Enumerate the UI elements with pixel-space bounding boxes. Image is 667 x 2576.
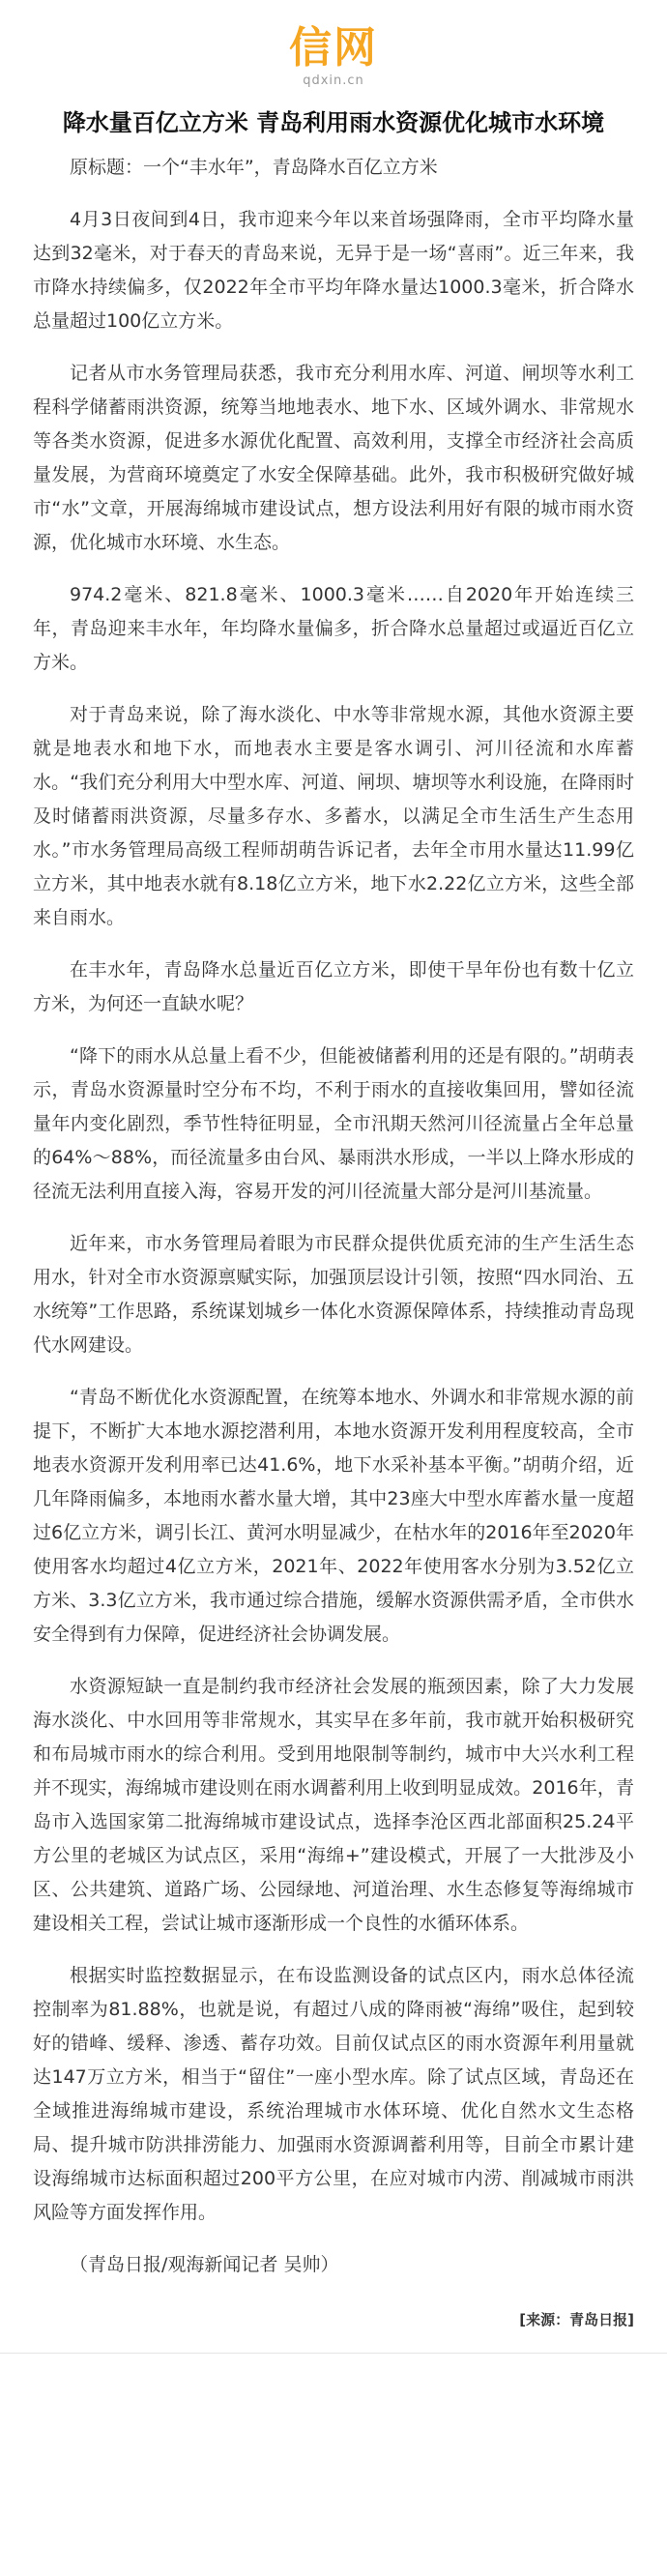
article-body xyxy=(0,139,667,2282)
paragraph: 974.2毫米、821.8毫米、1000.3毫米……自2020年开始连续三年，青岛迎来丰水年，年均降水量偏多，折合降水总量超过或逼近百亿立方米。 xyxy=(33,584,634,673)
paragraph: “降下的雨水从总量上看不少，但能被储蓄利用的还是有限的。”胡萌表示，青岛水资源量时空分布不均，不利于雨水的直接收集回用，譬如径流量年内变化剧烈，季节性特征明显，全市汛期天然河川径流量占全年总量的64%～88%，而径流量多由台风、暴雨洪水形成，一半以上降水形成的径流无法利用直接入海，容易开发的河川径流量大部分是河川基流量。 xyxy=(33,1045,634,1202)
paragraph: 根据实时监控数据显示，在布设监测设备的试点区内，雨水总体径流控制率为81.88%，也就是说，有超过八成的降雨被“海绵”吸住，起到较好的错峰、缓释、渗透、蓄存功效。目前仅试点区的雨水资源年利用量就达147万立方米，相当于“留住”一座小型水库。除了试点区域，青岛还在全域推进海绵城市建设，系统治理城市水体环境、优化自然水文生态格局、提升城市防洪排涝能力、加强雨水资源调蓄利用等，目前全市累计建设海绵城市达标面积超过200平方公里，在应对城市内涝、削减城市雨洪风险等方面发挥作用。 xyxy=(33,1965,634,2223)
paragraph: 在丰水年，青岛降水总量近百亿立方米，即使干旱年份也有数十亿立方米，为何还一直缺水呢？ xyxy=(33,959,634,1014)
paragraph: 水资源短缺一直是制约我市经济社会发展的瓶颈因素，除了大力发展海水淡化、中水回用等非常规水，其实早在多年前，我市就开始积极研究和布局城市雨水的综合利用。受到用地限制等制约，城市中大兴水利工程并不现实，海绵城市建设则在雨水调蓄利用上收到明显成效。2016年，青岛市入选国家第二批海绵城市建设试点，选择李沧区西北部面积25.24平方公里的老城区为试点区，采用“海绵+”建设模式，开展了一大批涉及小区、公共建筑、道路广场、公园绿地、河道治理、水生态修复等海绵城市建设相关工程，尝试让城市逐渐形成一个良性的水循环体系。 xyxy=(33,1676,634,1934)
logo-text: 信网 xyxy=(289,23,378,73)
paragraph-original-title: 原标题：一个“丰水年”，青岛降水百亿立方米 xyxy=(70,157,438,178)
logo-domain: qdxin.cn xyxy=(303,73,364,88)
article-byline: （青岛日报/观海新闻记者 吴帅） xyxy=(70,2254,339,2275)
article-source: [来源：青岛日报] xyxy=(519,2311,634,2328)
paragraph: “青岛不断优化水资源配置，在统筹本地水、外调水和非常规水源的前提下，不断扩大本地水源挖潜利用，本地水资源开发利用程度较高，全市地表水资源开发利用率已达41.6%，地下水采补基本平衡。”胡萌介绍，近几年降雨偏多，本地雨水蓄水量大增，其中23座大中型水库蓄水量一度超过6亿立方米，调引长江、黄河水明显减少，在枯水年的2016年至2020年使用客水均超过4亿立方米，2021年、2022年使用客水分别为3.52亿立方米、3.3亿立方米，我市通过综合措施，缓解水资源供需矛盾，全市供水安全得到有力保障，促进经济社会协调发展。 xyxy=(33,1387,634,1645)
paragraph: 近年来，市水务管理局着眼为市民群众提供优质充沛的生产生活生态用水，针对全市水资源禀赋实际，加强顶层设计引领，按照“四水同治、五水统筹”工作思路，系统谋划城乡一体化水资源保障体系，持续推动青岛现代水网建设。 xyxy=(33,1233,634,1356)
paragraph: 4月3日夜间到4日，我市迎来今年以来首场强降雨，全市平均降水量达到32毫米，对于春天的青岛来说，无异于是一场“喜雨”。近三年来，我市降水持续偏多，仅2022年全市平均年降水量达1000.3毫米，折合降水总量超过100亿立方米。 xyxy=(33,209,634,332)
site-logo[interactable] xyxy=(0,0,667,97)
article-title: 降水量百亿立方米 青岛利用雨水资源优化城市水环境 xyxy=(62,109,605,136)
paragraph: 记者从市水务管理局获悉，我市充分利用水库、河道、闸坝等水利工程科学储蓄雨洪资源，统筹当地地表水、地下水、区域外调水、非常规水等各类水资源，促进多水源优化配置、高效利用，支撑全市经济社会高质量发展，为营商环境奠定了水安全保障基础。此外，我市积极研究做好城市“水”文章，开展海绵城市建设试点，想方设法利用好有限的城市雨水资源，优化城市水环境、水生态。 xyxy=(33,363,634,553)
footer-divider xyxy=(0,2353,667,2354)
paragraph: 对于青岛来说，除了海水淡化、中水等非常规水源，其他水资源主要就是地表水和地下水，而地表水主要是客水调引、河川径流和水库蓄水。“我们充分利用大中型水库、河道、闸坝、塘坝等水利设施，在降雨时及时储蓄雨洪资源，尽量多存水、多蓄水，以满足全市生活生产生态用水。”市水务管理局高级工程师胡萌告诉记者，去年全市用水量达11.99亿立方米，其中地表水就有8.18亿立方米，地下水2.22亿立方米，这些全部来自雨水。 xyxy=(33,704,634,928)
